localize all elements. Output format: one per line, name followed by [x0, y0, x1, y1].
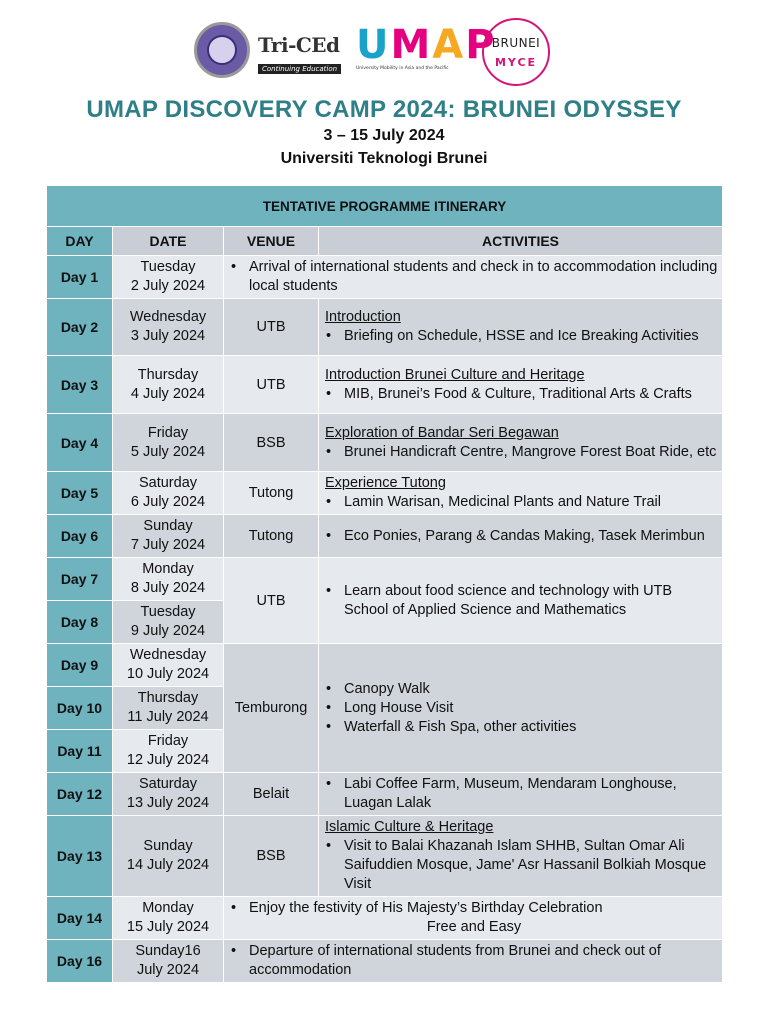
date-day: 3 July 2024: [130, 328, 206, 344]
activity-item: • Eco Ponies, Parang & Candas Making, Tasek Merimbun: [325, 527, 718, 546]
date-weekday: Friday: [147, 733, 189, 749]
activity-heading: Experience Tutong: [325, 475, 446, 491]
activity-list: [325, 680, 718, 737]
activities-cell: [319, 773, 723, 816]
table-row: [47, 414, 723, 472]
venue-cell: UTB: [224, 299, 319, 356]
activity-item: • Enjoy the festivity of His Majesty’s Birthday Celebration: [230, 899, 718, 918]
date-cell: [113, 472, 224, 515]
activity-list: [325, 837, 718, 894]
date-day: 5 July 2024: [130, 443, 206, 460]
table-row: [47, 644, 723, 687]
column-header-date: DATE: [113, 227, 224, 256]
day-cell: Day 13: [47, 816, 113, 897]
date-weekday: Tuesday: [140, 259, 196, 275]
activity-item: • Long House Visit: [325, 699, 718, 718]
date-weekday: Tuesday: [140, 604, 196, 620]
table-row: [47, 256, 723, 299]
umap-logo: [356, 22, 497, 80]
date-cell: [113, 687, 224, 730]
umap-logo-letters: [356, 22, 497, 68]
umap-logo-letter: U: [356, 22, 391, 68]
activity-item: • Briefing on Schedule, HSSE and Ice Breaking Activities: [325, 327, 718, 346]
day-cell: Day 14: [47, 897, 113, 940]
activity-note: Free and Easy: [426, 919, 522, 935]
table-row: [47, 356, 723, 414]
table-caption: TENTATIVE PROGRAMME ITINERARY: [47, 186, 723, 227]
activity-list: [325, 327, 718, 346]
date-cell: [113, 816, 224, 897]
date-cell: [113, 601, 224, 644]
venue-cell: Tutong: [224, 515, 319, 558]
date-day: 4 July 2024: [130, 385, 206, 402]
event-dates: 3 – 15 July 2024: [323, 127, 445, 144]
activities-cell: [224, 897, 723, 940]
umap-logo-letter: A: [432, 22, 466, 68]
activities-cell: [319, 299, 723, 356]
date-weekday: Wednesday: [129, 309, 207, 325]
day-cell: Day 3: [47, 356, 113, 414]
column-header-day: DAY: [47, 227, 113, 256]
itinerary-table: [46, 185, 723, 983]
day-cell: Day 2: [47, 299, 113, 356]
date-weekday: Sunday: [143, 518, 193, 534]
umap-logo-subtext: University Mobility in Asia and the Pacific: [356, 66, 449, 71]
brunei-myce-bottom-text: MYCE: [494, 56, 538, 69]
day-cell: Day 1: [47, 256, 113, 299]
activity-list: [325, 443, 718, 462]
date-day: 10 July 2024: [126, 666, 210, 682]
date-weekday: Saturday: [138, 475, 198, 491]
activity-list: [325, 582, 718, 620]
date-cell: [113, 558, 224, 601]
day-cell: Day 16: [47, 940, 113, 983]
page-title: UMAP DISCOVERY CAMP 2024: BRUNEI ODYSSEY: [86, 96, 682, 123]
table-row: [47, 940, 723, 983]
umap-logo-letter: M: [390, 22, 433, 68]
date-cell: [113, 515, 224, 558]
date-day: 7 July 2024: [130, 537, 206, 553]
venue-cell: BSB: [224, 816, 319, 897]
activities-cell: [319, 356, 723, 414]
activity-item: • Learn about food science and technology with UTB School of Applied Science and Mathematics: [325, 582, 718, 620]
activity-item: • Waterfall & Fish Spa, other activities: [325, 718, 718, 737]
date-day: 6 July 2024: [130, 494, 206, 510]
activity-item: • Visit to Balai Khazanah Islam SHHB, Sultan Omar Ali Saifuddien Mosque, Jame' Asr Hassanil Bolkiah Mosque Visit: [325, 837, 718, 894]
day-cell: Day 7: [47, 558, 113, 601]
date-cell: [113, 644, 224, 687]
table-row: [47, 816, 723, 897]
date-cell: [113, 414, 224, 472]
activities-cell: [319, 472, 723, 515]
activity-item: • Lamin Warisan, Medicinal Plants and Nature Trail: [325, 493, 718, 512]
activities-cell: [319, 644, 723, 773]
venue-cell: BSB: [224, 414, 319, 472]
activity-item: • Canopy Walk: [325, 680, 718, 699]
date-day: 15 July 2024: [126, 919, 210, 935]
activity-list: [230, 942, 718, 980]
table-row: [47, 299, 723, 356]
venue-cell: Temburong: [224, 644, 319, 773]
date-day: 11 July 2024: [127, 709, 209, 725]
activity-list: [325, 385, 718, 404]
tri-ced-logo: [258, 34, 342, 74]
activity-heading: Introduction Brunei Culture and Heritage: [325, 366, 585, 383]
table-row: [47, 897, 723, 940]
date-day: 13 July 2024: [126, 795, 210, 811]
day-cell: Day 12: [47, 773, 113, 816]
date-weekday: Thursday: [137, 690, 199, 706]
day-cell: Day 10: [47, 687, 113, 730]
column-header-venue: VENUE: [224, 227, 319, 256]
date-weekday: Wednesday: [129, 647, 207, 663]
day-cell: Day 6: [47, 515, 113, 558]
brunei-myce-top-text: BRUNEI: [491, 36, 541, 50]
activity-heading: Introduction: [325, 309, 401, 325]
table-row: [47, 558, 723, 601]
date-day: 8 July 2024: [130, 580, 206, 596]
event-venue: Universiti Teknologi Brunei: [280, 150, 488, 167]
date-weekday: Saturday: [138, 776, 198, 792]
activities-cell: [224, 940, 723, 983]
table-row: [47, 472, 723, 515]
venue-cell: Belait: [224, 773, 319, 816]
activity-item: • MIB, Brunei’s Food & Culture, Traditional Arts & Crafts: [325, 385, 718, 404]
brunei-myce-logo: [482, 18, 550, 86]
table-row: [47, 515, 723, 558]
day-cell: Day 5: [47, 472, 113, 515]
day-cell: Day 4: [47, 414, 113, 472]
activity-item: • Labi Coffee Farm, Museum, Mendaram Longhouse, Luagan Lalak: [325, 775, 718, 813]
activity-list: [325, 527, 718, 546]
date-cell: [113, 356, 224, 414]
date-cell: [113, 299, 224, 356]
activity-heading: Islamic Culture & Heritage: [325, 819, 494, 835]
date-weekday: Friday: [147, 424, 189, 441]
activity-item: • Brunei Handicraft Centre, Mangrove Forest Boat Ride, etc: [325, 443, 718, 462]
column-header-activities: ACTIVITIES: [319, 227, 723, 256]
table-row: [47, 773, 723, 816]
activity-heading: Exploration of Bandar Seri Begawan: [325, 424, 559, 441]
venue-cell: UTB: [224, 558, 319, 644]
date-weekday: Monday: [142, 900, 194, 916]
activity-list: [325, 775, 718, 813]
date-weekday: Sunday16: [135, 943, 201, 959]
activity-item: • Departure of international students from Brunei and check out of accommodation: [230, 942, 718, 980]
date-cell: [113, 773, 224, 816]
activities-cell: [224, 256, 723, 299]
date-day: 9 July 2024: [130, 623, 206, 639]
venue-cell: Tutong: [224, 472, 319, 515]
activities-cell: [319, 816, 723, 897]
venue-cell: UTB: [224, 356, 319, 414]
tri-ced-logo-subtext: Continuing Education: [258, 64, 341, 74]
date-cell: [113, 897, 224, 940]
date-day: 12 July 2024: [126, 752, 210, 768]
date-cell: [113, 730, 224, 773]
umap-logo-letter: P: [465, 22, 497, 68]
activities-cell: [319, 414, 723, 472]
logo-bar: [0, 16, 768, 86]
day-cell: Day 11: [47, 730, 113, 773]
activity-list: [325, 493, 718, 512]
date-day: 2 July 2024: [130, 278, 206, 294]
tri-ced-logo-text: Tri-CEd: [258, 33, 340, 57]
date-day: July 2024: [136, 962, 200, 978]
date-weekday: Sunday: [143, 838, 193, 854]
date-cell: [113, 940, 224, 983]
date-weekday: Thursday: [137, 366, 199, 383]
day-cell: Day 9: [47, 644, 113, 687]
activities-cell: [319, 558, 723, 644]
date-day: 14 July 2024: [126, 857, 210, 873]
activities-cell: [319, 515, 723, 558]
activity-list: [230, 899, 718, 918]
activity-list: [230, 258, 718, 296]
day-cell: Day 8: [47, 601, 113, 644]
university-seal-logo: [194, 22, 250, 78]
date-weekday: Monday: [142, 561, 194, 577]
date-cell: [113, 256, 224, 299]
activity-item: • Arrival of international students and check in to accommodation including local students: [230, 258, 718, 296]
